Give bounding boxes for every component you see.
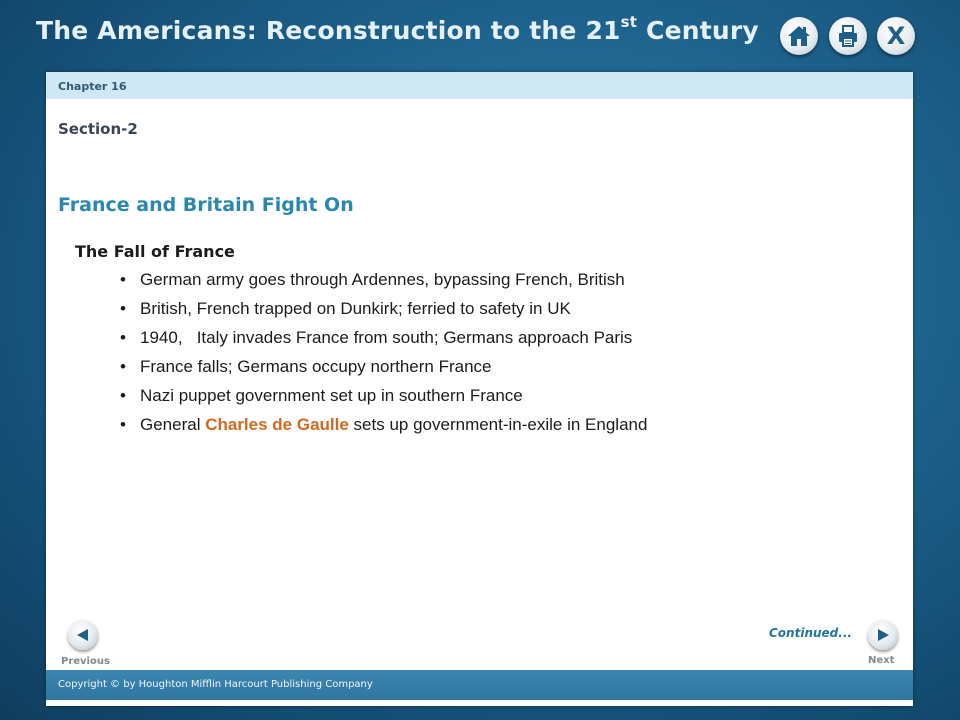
bullet-icon: • — [120, 299, 126, 318]
list-item-text: France falls; Germans occupy northern France — [140, 357, 492, 376]
close-icon: X — [886, 22, 906, 50]
arrow-right-icon — [876, 628, 890, 642]
close-button[interactable] — [877, 17, 915, 55]
list-item — [118, 269, 647, 298]
copyright-text: Copyright © by Houghton Mifflin Harcourt Publishing Company — [58, 679, 373, 690]
home-icon — [787, 25, 811, 47]
chapter-label: Chapter 16 — [58, 80, 127, 93]
arrow-left-icon — [76, 628, 90, 642]
list-item-text: 1940, Italy invades France from south; Germans approach Paris — [140, 328, 633, 347]
title-main: The Americans: Reconstruction to the 21 — [36, 16, 621, 45]
content-panel — [46, 72, 913, 706]
list-item-text: Nazi puppet government set up in southern France — [140, 386, 523, 405]
section-label: Section-2 — [58, 120, 138, 138]
continued-label: Continued... — [769, 626, 852, 640]
bullet-icon: • — [120, 328, 126, 347]
list-item — [118, 327, 647, 356]
footer-bar — [46, 670, 913, 700]
list-item — [118, 356, 647, 385]
title-superscript: st — [620, 13, 638, 31]
next-label: Next — [868, 655, 895, 666]
print-icon — [836, 24, 860, 48]
chapter-bar — [46, 72, 913, 99]
bullet-icon: • — [120, 270, 126, 289]
subheading: The Fall of France — [75, 242, 235, 261]
next-button[interactable] — [868, 620, 898, 650]
previous-label: Previous — [61, 656, 110, 667]
list-item-text-after: sets up government-in-exile in England — [348, 415, 648, 434]
bullet-icon: • — [120, 357, 126, 376]
home-button[interactable] — [780, 17, 818, 55]
list-item — [118, 298, 647, 327]
list-item — [118, 414, 647, 443]
list-item-text: German army goes through Ardennes, bypassing French, British — [140, 270, 625, 289]
highlight-term: Charles de Gaulle — [205, 415, 349, 434]
app-title — [36, 13, 759, 45]
bullet-icon: • — [120, 415, 126, 434]
previous-button[interactable] — [68, 620, 98, 650]
bullet-icon: • — [120, 386, 126, 405]
page-title: France and Britain Fight On — [58, 194, 354, 216]
list-item — [118, 385, 647, 414]
print-button[interactable] — [829, 17, 867, 55]
title-end: Century — [637, 16, 759, 45]
list-item-text-before: General — [140, 415, 206, 434]
bullet-list — [118, 269, 647, 443]
list-item-text: British, French trapped on Dunkirk; ferried to safety in UK — [140, 299, 571, 318]
